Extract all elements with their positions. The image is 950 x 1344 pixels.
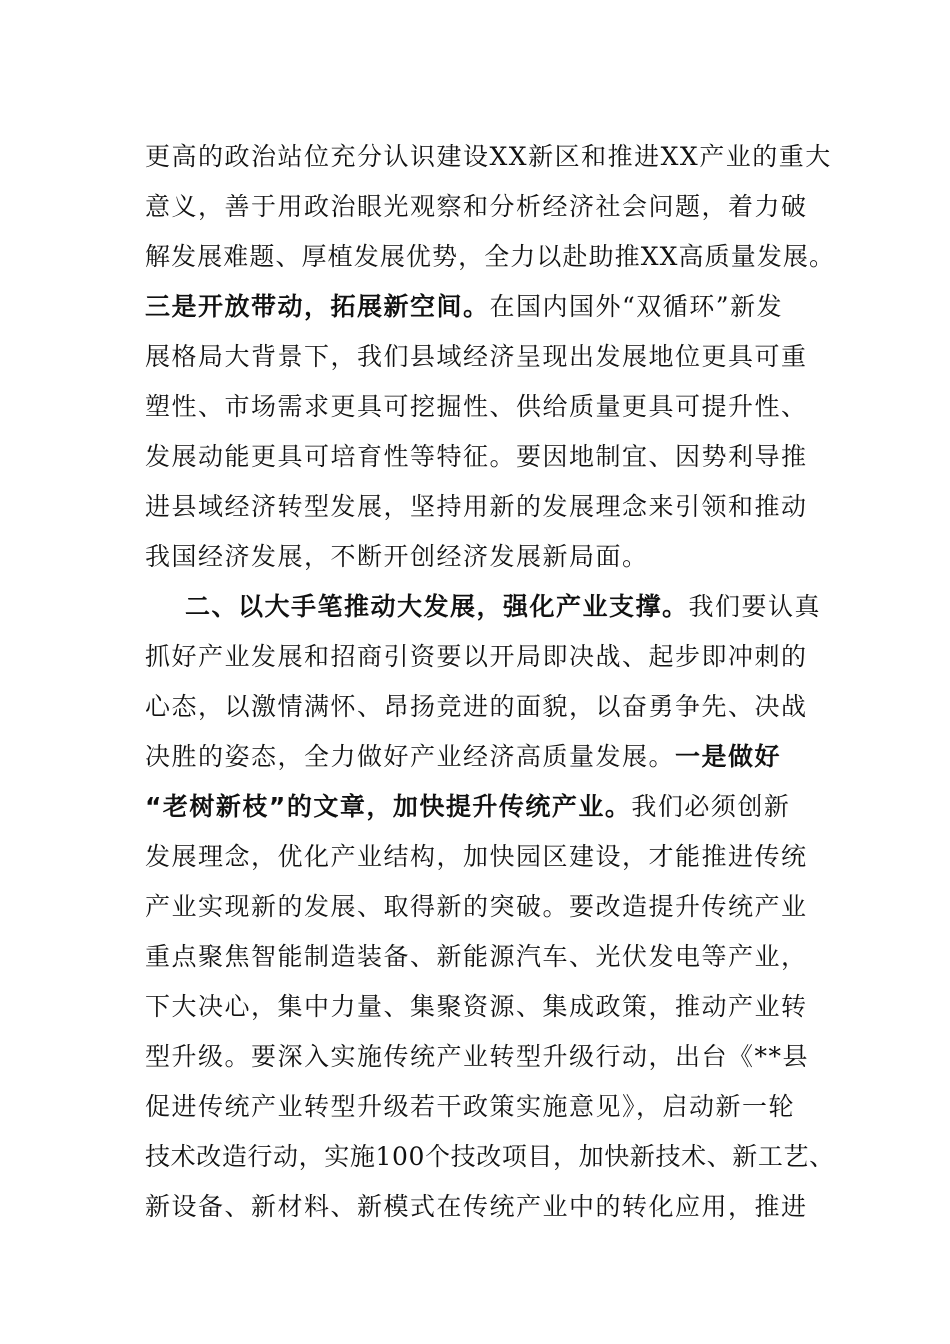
- bold-heading-text: “老树新枝”的文章，加快提升传统产业。: [145, 792, 632, 821]
- text-line: [145, 1132, 835, 1182]
- text-line: [145, 882, 835, 932]
- body-text: 在国内国外“双循环”新发: [489, 292, 784, 321]
- body-text: 我国经济发展，不断开创经济发展新局面。: [145, 542, 649, 571]
- text-line: [145, 1082, 835, 1132]
- text-line: [145, 982, 835, 1032]
- text-line: [145, 532, 835, 582]
- body-text: 产业实现新的发展、取得新的突破。要改造提升传统产业: [145, 892, 808, 921]
- document-body: [145, 132, 835, 1232]
- text-line: [145, 682, 835, 732]
- text-line: [145, 332, 835, 382]
- body-text: 展格局大背景下，我们县域经济呈现出发展地位更具可重: [145, 342, 808, 371]
- body-text: 我们必须创新: [631, 792, 791, 821]
- body-text: 下大决心，集中力量、集聚资源、集成政策，推动产业转: [145, 992, 808, 1021]
- body-text: 新设备、新材料、新模式在传统产业中的转化应用，推进: [145, 1192, 808, 1221]
- text-line: [145, 732, 835, 782]
- body-text: 意义，善于用政治眼光观察和分析经济社会问题，着力破: [145, 192, 808, 221]
- text-line: [145, 382, 835, 432]
- text-line: [145, 1182, 835, 1232]
- text-line: [145, 782, 835, 832]
- text-line: [145, 932, 835, 982]
- text-line: [145, 832, 835, 882]
- text-line: [145, 432, 835, 482]
- body-text: 促进传统产业转型升级若干政策实施意见》，启动新一轮: [145, 1092, 796, 1121]
- body-text: 型升级。要深入实施传统产业转型升级行动，出台《**县: [145, 1042, 810, 1071]
- body-text: 发展理念，优化产业结构，加快园区建设，才能推进传统: [145, 842, 808, 871]
- body-text: 技术改造行动，实施100个技改项目，加快新技术、新工艺、: [145, 1142, 835, 1171]
- body-text: 解发展难题、厚植发展优势，全力以赴助推XX高质量发展。: [145, 242, 836, 271]
- text-line: [145, 182, 835, 232]
- bold-heading-text: 一是做好: [675, 742, 782, 771]
- text-line: [145, 482, 835, 532]
- paragraph-heading-line: [145, 582, 835, 632]
- body-text: 决胜的姿态，全力做好产业经济高质量发展。: [145, 742, 676, 771]
- body-text: 心态，以激情满怀、昂扬竞进的面貌，以奋勇争先、决战: [145, 692, 808, 721]
- text-line: [145, 632, 835, 682]
- text-line: [145, 132, 835, 182]
- text-line: [145, 1032, 835, 1082]
- body-text: 重点聚焦智能制造装备、新能源汽车、光伏发电等产业，: [145, 942, 808, 971]
- body-text: 我们要认真: [688, 592, 822, 621]
- body-text: 抓好产业发展和招商引资要以开局即决战、起步即冲刺的: [145, 642, 808, 671]
- text-line: [145, 232, 835, 282]
- body-text: 更高的政治站位充分认识建设XX新区和推进XX产业的重大: [145, 142, 832, 171]
- body-text: 进县域经济转型发展，坚持用新的发展理念来引领和推动: [145, 492, 808, 521]
- text-line: [145, 282, 835, 332]
- body-text: 塑性、市场需求更具可挖掘性、供给质量更具可提升性、: [145, 392, 808, 421]
- bold-heading-text: 二、以大手笔推动大发展，强化产业支撑。: [185, 592, 689, 621]
- bold-heading-text: 三是开放带动，拓展新空间。: [145, 292, 490, 321]
- body-text: 发展动能更具可培育性等特征。要因地制宜、因势利导推: [145, 442, 808, 471]
